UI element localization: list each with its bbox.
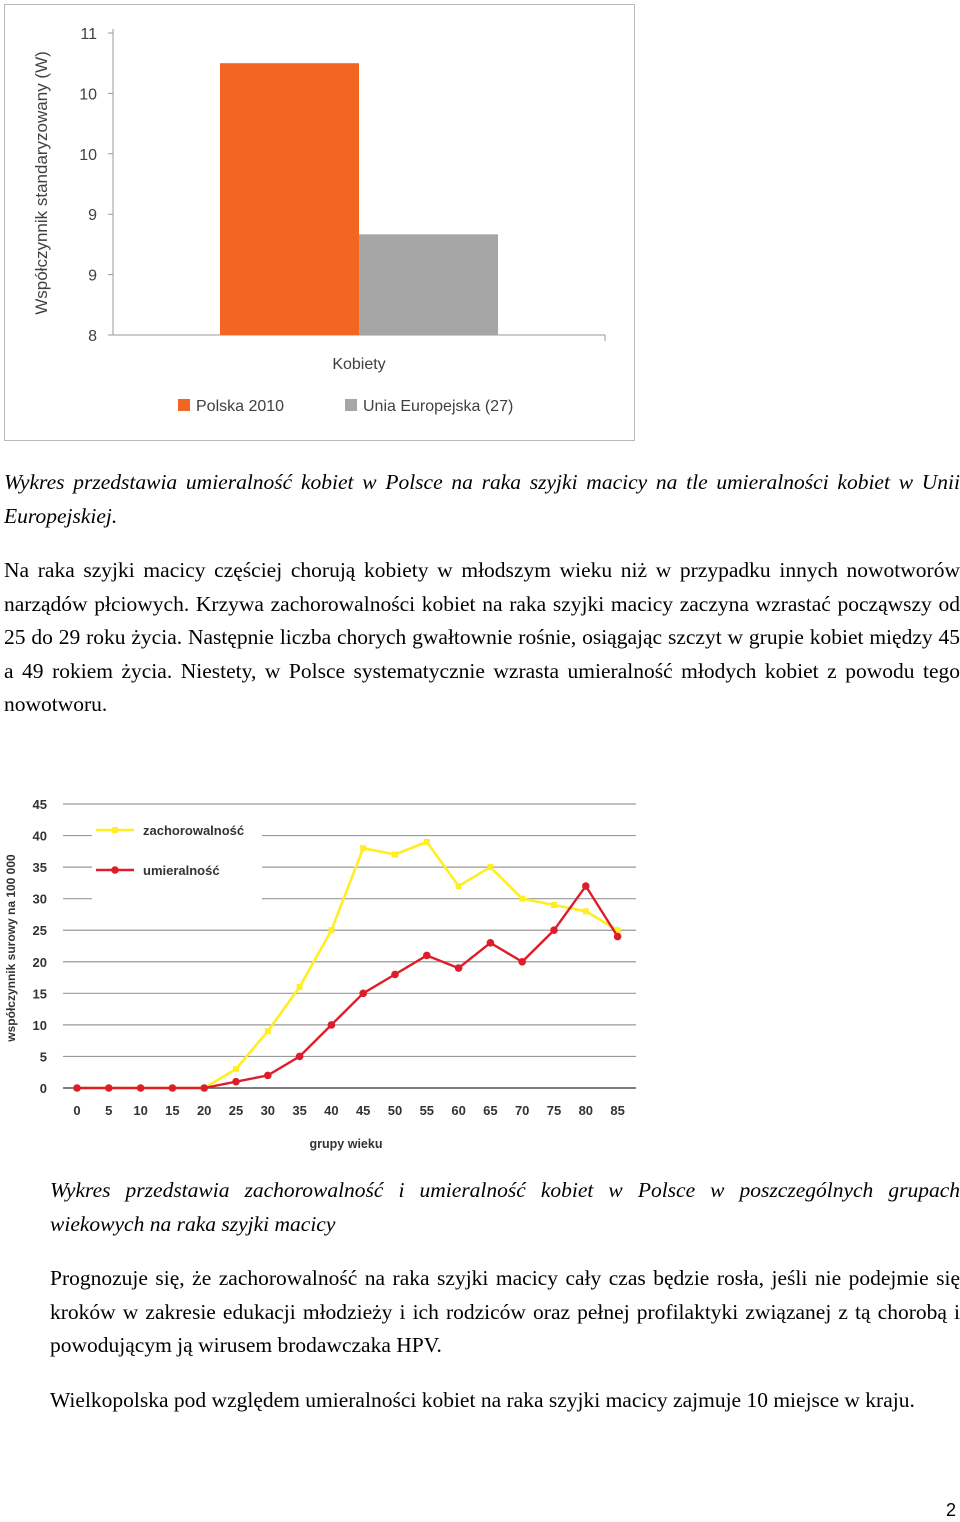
- data-point-mortality: [105, 1084, 113, 1092]
- x-tick-label: 15: [165, 1103, 180, 1118]
- y-axis-title: Współczynnik standaryzowany (W): [32, 51, 51, 315]
- data-point-mortality: [487, 939, 495, 947]
- data-point-incidence: [583, 908, 589, 914]
- data-point-mortality: [73, 1084, 81, 1092]
- data-point-incidence: [392, 851, 398, 857]
- data-point-incidence: [551, 902, 557, 908]
- x-tick-label: 10: [133, 1103, 148, 1118]
- data-point-mortality: [264, 1072, 272, 1080]
- data-point-mortality: [328, 1021, 336, 1029]
- x-tick-label: 30: [260, 1103, 276, 1118]
- x-tick-label: 55: [419, 1103, 435, 1118]
- y-tick-label: 40: [32, 828, 47, 844]
- bar-chart-svg: [5, 5, 634, 440]
- x-tick-label: 75: [546, 1103, 562, 1118]
- y-tick-label: 9: [88, 207, 97, 225]
- x-tick-label: 45: [355, 1103, 371, 1118]
- x-tick-label: 80: [578, 1103, 594, 1118]
- mortality-bar-chart: [4, 4, 635, 441]
- x-tick-label: 70: [514, 1103, 530, 1118]
- data-point-mortality: [518, 958, 526, 966]
- page-number: 2: [945, 1500, 956, 1520]
- data-point-incidence: [487, 864, 493, 870]
- x-tick-label: 65: [483, 1103, 498, 1118]
- legend-label: zachorowalność: [143, 823, 245, 838]
- y-tick-label: 11: [80, 26, 97, 43]
- paragraph-wielkopolska: Wielkopolska pod względem umieralności kobiet na raka szyjki macicy zajmuje 10 miejsce w kraju.: [50, 1388, 915, 1412]
- y-tick-label: 20: [32, 954, 47, 970]
- chart2-caption: Wykres przedstawia zachorowalność i umieralność kobiet w Polsce w poszczególnych grupach wiekowych na raka szyjki macicy: [50, 1178, 960, 1236]
- legend-marker: [111, 866, 119, 874]
- bar-unia-europejska: [359, 234, 498, 335]
- data-point-mortality: [137, 1084, 145, 1092]
- data-point-mortality: [423, 952, 431, 960]
- y-tick-label: 45: [32, 797, 47, 812]
- y-tick-label: 10: [79, 86, 97, 104]
- incidence-mortality-line-chart: [0, 790, 645, 1160]
- data-point-incidence: [360, 845, 366, 851]
- data-point-incidence: [456, 883, 462, 889]
- data-point-incidence: [265, 1028, 271, 1034]
- data-point-incidence: [233, 1066, 239, 1072]
- data-point-mortality: [550, 926, 558, 934]
- data-point-mortality: [582, 882, 590, 890]
- legend-label: umieralność: [143, 863, 220, 878]
- data-point-mortality: [614, 933, 622, 941]
- y-tick-label: 15: [32, 986, 47, 1002]
- x-category-label: Kobiety: [332, 356, 386, 373]
- legend-marker: [112, 827, 118, 833]
- y-tick-label: 5: [39, 1049, 47, 1065]
- data-point-incidence: [424, 839, 430, 845]
- y-tick-label: 10: [32, 1017, 47, 1033]
- paragraph-incidence-age: Na raka szyjki macicy częściej chorują kobiety w młodszym wieku niż w przypadku innych nowotworów narządów płciowych. Krzywa zachorowalności kobiet na raka szyjki macicy zaczyna wzrastać począwszy od 25 do 29 roku życia. Następnie liczba chorych gwałtownie rośnie, osiągając szczyt w grupie kobiet między 45 a 49 rokiem życia. Niestety, w Polsce systematycznie wzrasta umieralność młodych kobiet z powodu tego nowotworu.: [4, 558, 960, 716]
- x-tick-label: 60: [451, 1103, 466, 1118]
- bar-polska-2010: [220, 63, 359, 335]
- y-axis-title: współczynnik surowy na 100 000: [4, 854, 18, 1042]
- x-tick-label: 0: [73, 1103, 81, 1118]
- y-tick-label: 8: [88, 328, 97, 345]
- series-line-mortality: [77, 886, 618, 1088]
- x-tick-label: 40: [324, 1103, 339, 1118]
- legend-swatch: [345, 399, 357, 411]
- data-point-mortality: [455, 964, 463, 972]
- legend-label: Polska 2010: [196, 398, 285, 415]
- y-tick-label: 0: [39, 1081, 47, 1096]
- x-tick-label: 5: [105, 1103, 113, 1118]
- line-chart-svg: [0, 790, 645, 1160]
- data-point-incidence: [519, 896, 525, 902]
- y-tick-label: 10: [79, 146, 97, 164]
- chart1-caption: Wykres przedstawia umieralność kobiet w Polsce na raka szyjki macicy na tle umieralności kobiet w Unii Europejskiej.: [4, 470, 960, 528]
- x-tick-label: 85: [610, 1103, 625, 1118]
- legend-label: Unia Europejska (27): [363, 398, 514, 415]
- data-point-incidence: [328, 927, 334, 933]
- data-point-mortality: [359, 990, 367, 998]
- x-tick-label: 50: [387, 1103, 403, 1118]
- data-point-mortality: [200, 1084, 208, 1092]
- x-tick-label: 35: [292, 1103, 307, 1118]
- x-axis-title: grupy wieku: [309, 1137, 383, 1151]
- y-tick-label: 9: [88, 267, 97, 285]
- y-tick-label: 30: [32, 891, 47, 907]
- data-point-incidence: [297, 984, 303, 990]
- x-tick-label: 25: [228, 1103, 244, 1118]
- data-point-mortality: [296, 1053, 304, 1061]
- data-point-mortality: [391, 971, 399, 979]
- data-point-mortality: [232, 1078, 240, 1086]
- legend-swatch: [178, 399, 190, 411]
- y-tick-label: 35: [32, 860, 47, 876]
- y-tick-label: 25: [32, 923, 47, 939]
- data-point-mortality: [169, 1084, 177, 1092]
- paragraph-forecast: Prognozuje się, że zachorowalność na raka szyjki macicy cały czas będzie rosła, jeśli nie podejmie się kroków w zakresie edukacji młodzieży i ich rodziców oraz pełnej profilaktyki związanej z tą chorobą i powodującym ją wirusem brodawczaka HPV.: [50, 1266, 960, 1357]
- x-tick-label: 20: [196, 1103, 212, 1118]
